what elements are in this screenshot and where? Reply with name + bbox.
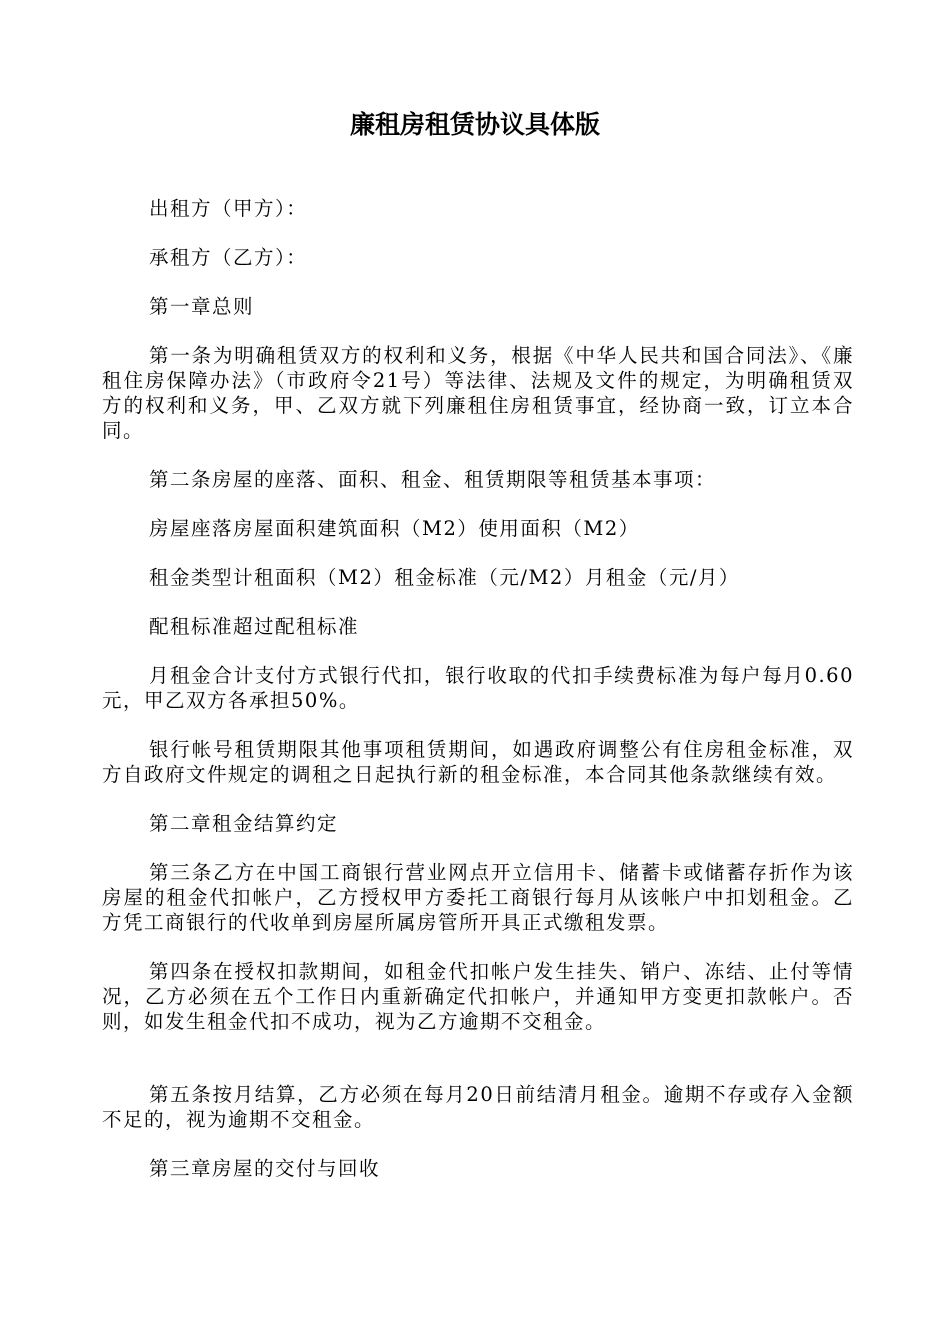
lessor-line: 出租方（甲方）： [149, 197, 308, 220]
table-row-location: 房屋座落房屋面积建筑面积（M2）使用面积（M2） [149, 517, 640, 540]
monthly-rent-payment: 月租金合计支付方式银行代扣，银行收取的代扣手续费标准为每户每月0.60元，甲乙双方各承担50%。 [102, 664, 854, 712]
chapter-3-heading: 第三章房屋的交付与回收 [149, 1157, 381, 1180]
article-2: 第二条房屋的座落、面积、租金、租赁期限等租赁基本事项： [149, 468, 717, 491]
document-body [102, 196, 854, 1205]
table-row-rent-type: 租金类型计租面积（M2）租金标准（元/M2）月租金（元/月） [149, 566, 740, 589]
table-row-standard: 配租标准超过配租标准 [149, 615, 360, 638]
chapter-1-heading: 第一章总则 [149, 295, 255, 318]
article-4: 第四条在授权扣款期间，如租金代扣帐户发生挂失、销户、冻结、止付等情况，乙方必须在五个工作日内重新确定代扣帐户，并通知甲方变更扣款帐户。否则，如发生租金代扣不成功，视为乙方逾期不交租金。 [102, 960, 854, 1033]
chapter-2-heading: 第二章租金结算约定 [149, 812, 339, 835]
article-1: 第一条为明确租赁双方的权利和义务，根据《中华人民共和国合同法》、《廉租住房保障办法》（市政府令21号）等法律、法规及文件的规定，为明确租赁双方的权利和义务，甲、乙双方就下列廉租住房租赁事宜，经协商一致，订立本合同。 [102, 344, 854, 442]
article-3: 第三条乙方在中国工商银行营业网点开立信用卡、储蓄卡或储蓄存折作为该房屋的租金代扣帐户，乙方授权甲方委托工商银行每月从该帐户中扣划租金。乙方凭工商银行的代收单到房屋所属房管所开具正式缴租发票。 [102, 861, 854, 934]
article-5: 第五条按月结算，乙方必须在每月20日前结清月租金。逾期不存或存入金额不足的，视为逾期不交租金。 [102, 1083, 854, 1131]
document-title: 廉租房租赁协议具体版 [349, 110, 600, 139]
bank-account-terms: 银行帐号租赁期限其他事项租赁期间，如遇政府调整公有住房租金标准，双方自政府文件规定的调租之日起执行新的租金标准，本合同其他条款继续有效。 [102, 738, 854, 786]
lessee-line: 承租方（乙方）： [149, 246, 308, 269]
